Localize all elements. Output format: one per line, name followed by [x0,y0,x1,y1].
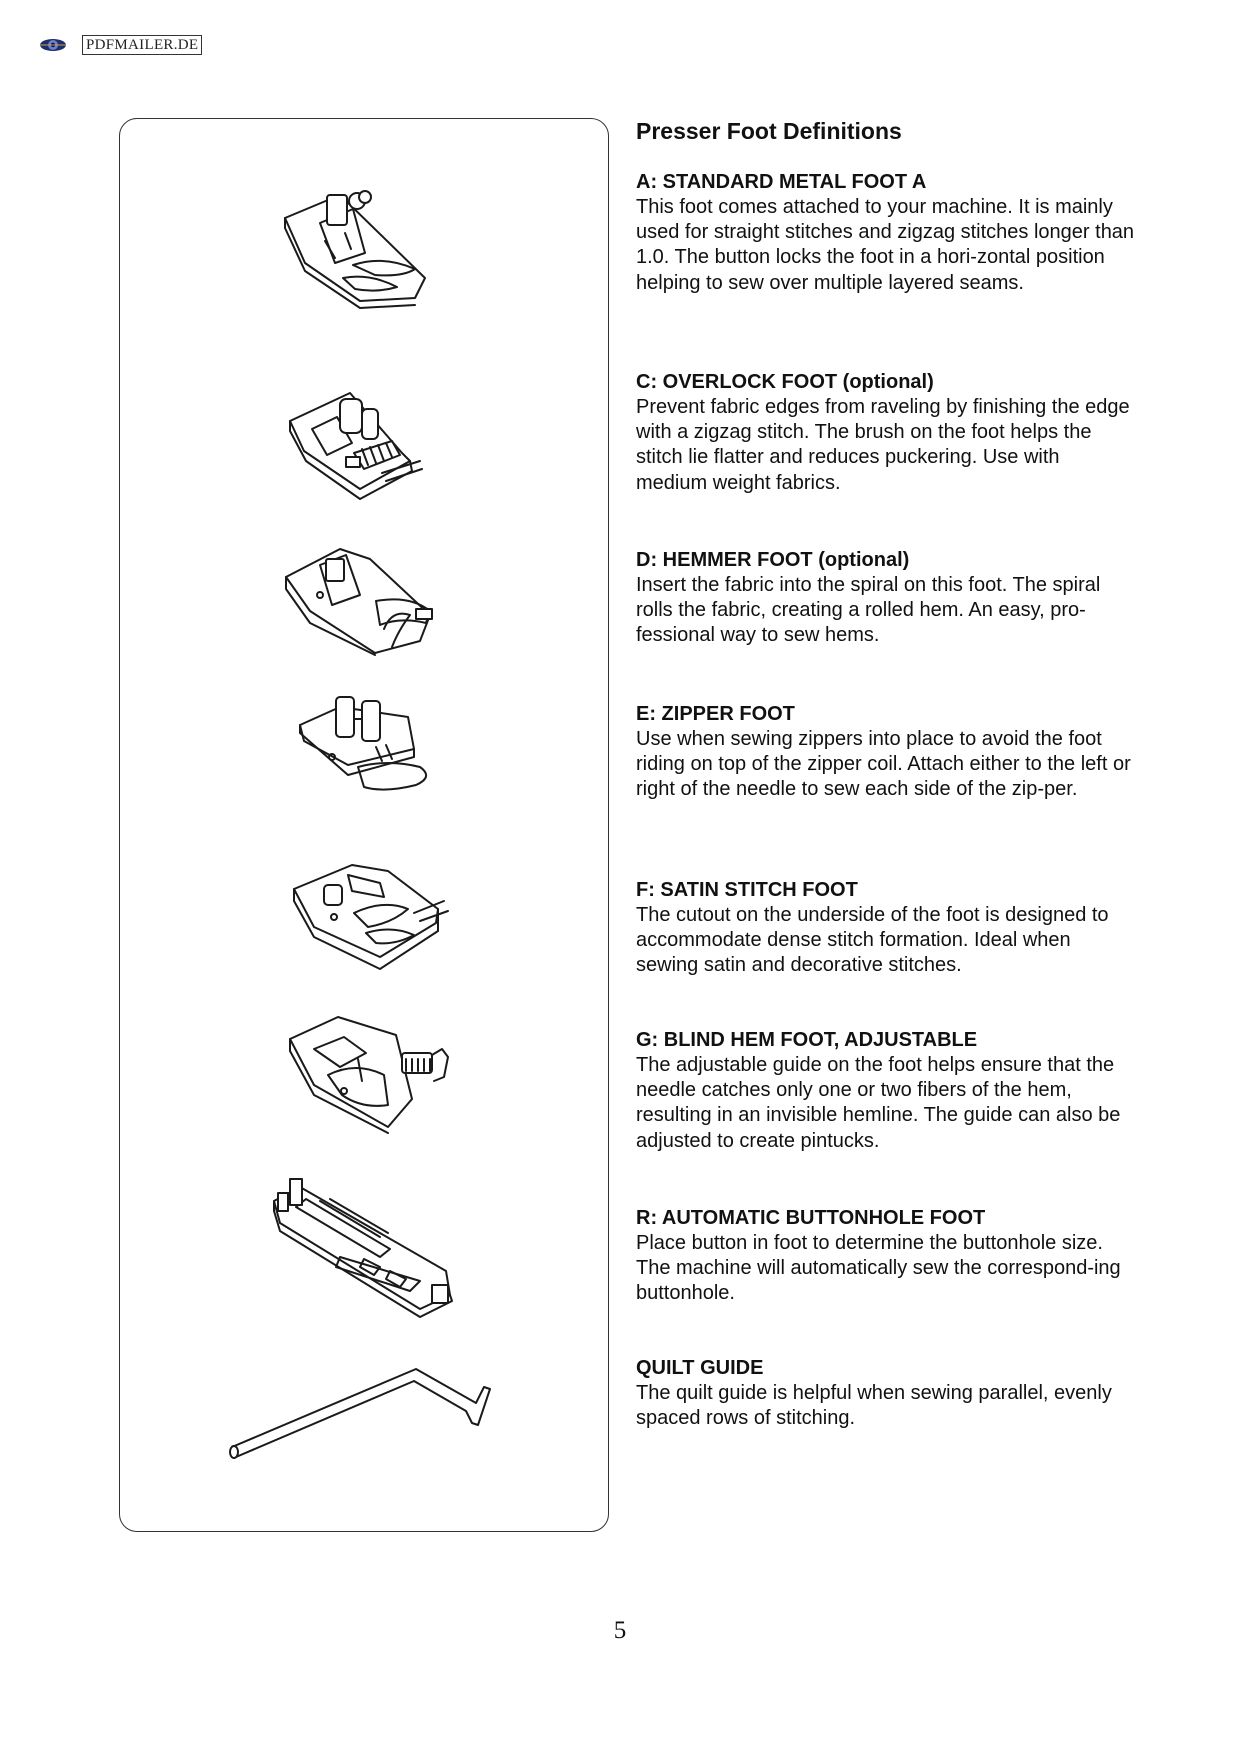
hemmer-foot-icon [280,537,450,657]
definition-satin-stitch-foot [636,878,1136,979]
definition-body: This foot comes attached to your machine. It is mainly used for straight stitches and zigzag stitches longer than 1.0. The button locks the foot in a hori-zontal position helping to sew over multiple layered seams. [636,196,1135,294]
definition-buttonhole-foot [636,1206,1136,1307]
definition-zipper-foot [636,702,1136,803]
quilt-guide-icon [228,1363,508,1473]
illustration-panel [119,118,609,1532]
definition-heading: D: HEMMER FOOT (optional) [636,549,910,571]
definition-heading: C: OVERLOCK FOOT (optional) [636,371,934,393]
definition-body: The quilt guide is helpful when sewing parallel, evenly spaced rows of stitching. [636,1382,1112,1430]
page-title: Presser Foot Definitions [636,118,902,144]
watermark [38,34,202,56]
satin-stitch-foot-icon [288,857,458,977]
definition-overlock-foot [636,370,1136,496]
definition-standard-metal-foot [636,170,1136,296]
definition-body: The cutout on the underside of the foot is designed to accommodate dense stitch formation. Ideal when sewing satin and decorative stitches. [636,904,1109,977]
watermark-label[interactable]: PDFMAILER.DE [82,35,202,55]
blind-hem-foot-icon [284,1009,464,1139]
zipper-foot-icon [296,689,446,804]
definition-body: Use when sewing zippers into place to avoid the foot riding on top of the zipper coil. Attach either to the left or right of the needle to sew each side of the zip-per. [636,728,1131,801]
definition-body: Insert the fabric into the spiral on this foot. The spiral rolls the fabric, creating a rolled hem. An easy, pro-fessional way to sew hems. [636,574,1101,647]
page-number: 5 [613,1617,627,1644]
definition-heading: A: STANDARD METAL FOOT A [636,171,927,193]
definition-body: Place button in foot to determine the buttonhole size. The machine will automatically sew the correspond-ing buttonhole. [636,1232,1121,1305]
standard-metal-foot-icon [265,183,455,313]
definition-body: The adjustable guide on the foot helps ensure that the needle catches only one or two fibers of the hem, resulting in an invisible hemline. The guide can also be adjusted to create pintucks. [636,1054,1121,1152]
definition-heading: G: BLIND HEM FOOT, ADJUSTABLE [636,1029,978,1051]
buttonhole-foot-icon [270,1171,470,1321]
definition-hemmer-foot [636,548,1136,649]
definition-body: Prevent fabric edges from raveling by finishing the edge with a zigzag stitch. The brush on the foot helps the stitch lie flatter and reduces puckering. Use with medium weight fabrics. [636,396,1130,494]
definition-blind-hem-foot [636,1028,1136,1154]
definitions-column [636,116,1136,1430]
definition-heading: R: AUTOMATIC BUTTONHOLE FOOT [636,1207,986,1229]
eye-logo-icon [38,37,68,53]
definition-heading: E: ZIPPER FOOT [636,703,795,725]
overlock-foot-icon [282,381,427,501]
definition-heading: F: SATIN STITCH FOOT [636,879,858,901]
definition-quilt-guide [636,1356,1136,1431]
definition-heading: QUILT GUIDE [636,1357,764,1379]
